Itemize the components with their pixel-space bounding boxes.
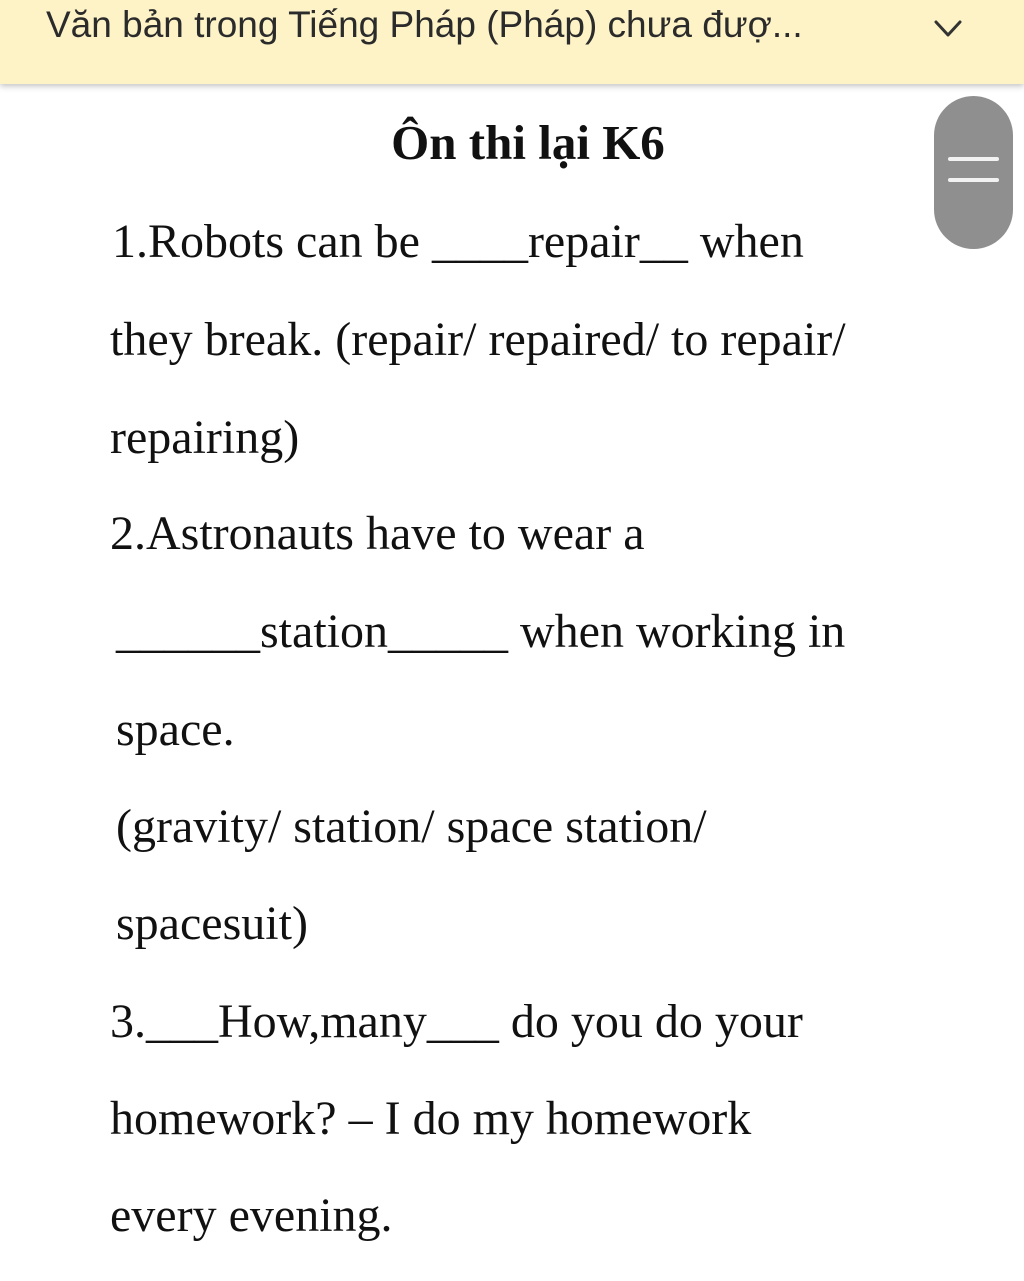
document-page xyxy=(0,84,1024,1281)
text-line: repairing) xyxy=(110,411,300,464)
text-line: 1.Robots can be ____repair__ when xyxy=(112,215,804,268)
text-line: 3.___How,many___ do you do your xyxy=(110,995,803,1048)
text-line: ______station_____ when working in xyxy=(116,605,846,658)
text-line: every evening. xyxy=(110,1189,393,1242)
scrollbar-thumb[interactable] xyxy=(934,96,1013,249)
text-line: 2.Astronauts have to wear a xyxy=(110,507,645,560)
chevron-down-icon[interactable] xyxy=(928,10,968,46)
text-line: space. xyxy=(116,703,235,756)
page-title: Ôn thi lại K6 xyxy=(391,115,665,170)
translation-banner-message: Văn bản trong Tiếng Pháp (Pháp) chưa đượ... xyxy=(46,4,803,45)
translation-banner[interactable] xyxy=(0,0,1024,84)
text-line: (gravity/ station/ space station/ xyxy=(116,800,707,853)
text-line: spacesuit) xyxy=(116,897,308,950)
text-line: homework? – I do my homework xyxy=(110,1092,752,1145)
text-line: they break. (repair/ repaired/ to repair/ xyxy=(110,313,846,366)
